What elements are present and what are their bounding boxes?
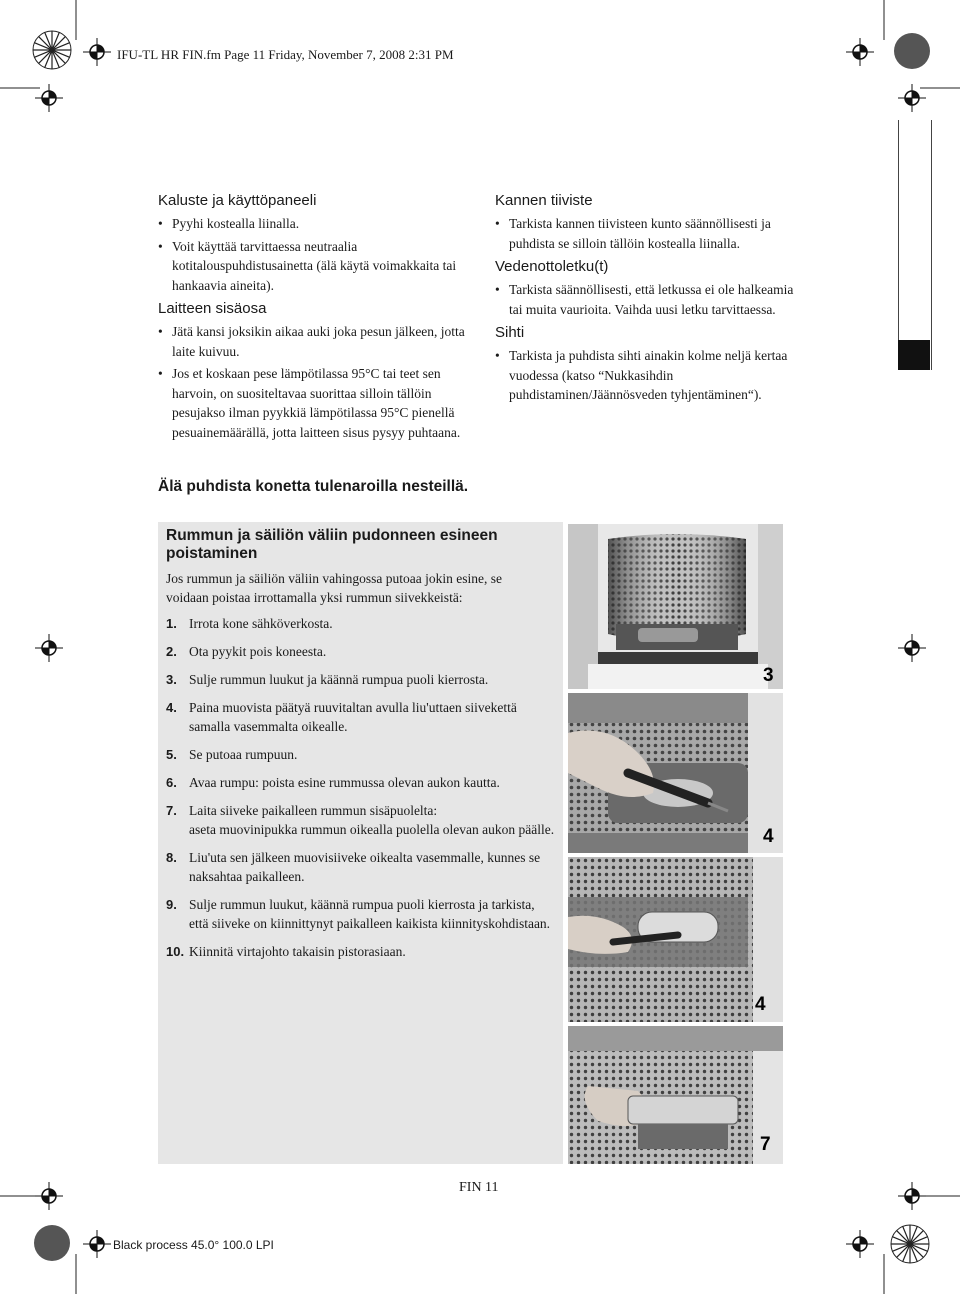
step-number: 6. bbox=[166, 775, 177, 790]
warning-text: Älä puhdista konetta tulenaroilla nesteillä. bbox=[158, 478, 469, 495]
registration-target-icon bbox=[83, 38, 111, 66]
print-header: IFU-TL HR FIN.fm Page 11 Friday, November 7, 2008 2:31 PM bbox=[117, 47, 454, 62]
photo-placing-paddle bbox=[568, 1026, 783, 1164]
photo-screwdriver bbox=[568, 693, 783, 853]
bullet-list bbox=[158, 214, 473, 295]
right-column bbox=[495, 190, 810, 408]
step-item bbox=[166, 698, 556, 736]
bullet-item: • Voit käyttää tarvittaessa neutraalia kotitalouspuhdistusainetta (älä käytä voimakkaita tai hankaavia aineita). bbox=[158, 237, 473, 296]
step-number: 9. bbox=[166, 897, 177, 912]
step-text: Kiinnitä virtajohto takaisin pistorasiaan. bbox=[189, 944, 406, 959]
registration-target-icon bbox=[35, 1182, 63, 1210]
step-number: 4. bbox=[166, 700, 177, 715]
step-text: Ota pyykit pois koneesta. bbox=[189, 644, 327, 659]
screwdriver-illustration bbox=[568, 693, 783, 853]
bullet-list bbox=[495, 214, 810, 253]
box-intro: Jos rummun ja säiliön väliin vahingossa putoaa jokin esine, se voidaan poistaa irrottamalla yksi rummun siivekkeistä: bbox=[166, 571, 502, 605]
step-item bbox=[166, 942, 556, 961]
registration-target-icon bbox=[83, 1230, 111, 1258]
step-number: 3. bbox=[166, 672, 177, 687]
drum-opening-illustration bbox=[568, 524, 783, 689]
step-text: Irrota kone sähköverkosta. bbox=[189, 616, 333, 631]
registration-target-icon bbox=[846, 1230, 874, 1258]
edge-tab-outline bbox=[898, 120, 932, 370]
step-item bbox=[166, 614, 556, 633]
registration-target-icon bbox=[898, 84, 926, 112]
registration-target-icon bbox=[35, 84, 63, 112]
photo-label: 3 bbox=[763, 665, 774, 686]
step-item bbox=[166, 745, 556, 764]
page-number: FIN 11 bbox=[459, 1180, 499, 1195]
bullet-list bbox=[495, 280, 810, 319]
photo-drum-opening bbox=[568, 524, 783, 689]
box-title: Rummun ja säiliön väliin pudonneen esineen poistaminen bbox=[166, 527, 498, 562]
photo-label: 4 bbox=[763, 826, 774, 847]
step-item bbox=[166, 773, 556, 792]
step-number: 7. bbox=[166, 803, 177, 818]
step-text: Se putoaa rumpuun. bbox=[189, 747, 298, 762]
step-item bbox=[166, 642, 556, 661]
bullet-list bbox=[495, 346, 810, 405]
step-list bbox=[166, 614, 556, 970]
bullet-item: • Jätä kansi joksikin aikaa auki joka pesun jälkeen, jotta laite kuivuu. bbox=[158, 322, 473, 361]
step-item bbox=[166, 895, 556, 933]
step-number: 1. bbox=[166, 616, 177, 631]
edge-tab-marker bbox=[898, 340, 930, 370]
bullet-item: • Jos et koskaan pese lämpötilassa 95°C tai teet sen harvoin, on suositeltavaa suorittaa silloin tällöin pesujakso ilman pyykkiä lämpötilassa 95°C pienellä pesuainemäärällä, jotta laitteen sisus pysyy puhtaana. bbox=[158, 364, 473, 442]
photo-sliding-paddle bbox=[568, 857, 783, 1022]
step-text: Liu'uta sen jälkeen muovisiiveke oikealta vasemmalle, kunnes se naksahtaa paikalleen. bbox=[189, 850, 541, 884]
section-heading: Laitteen sisäosa bbox=[158, 300, 267, 317]
registration-target-icon bbox=[35, 634, 63, 662]
registration-target-icon bbox=[898, 1182, 926, 1210]
print-footer: Black process 45.0° 100.0 LPI bbox=[113, 1238, 274, 1252]
sunburst-mark-top-left bbox=[32, 30, 72, 70]
step-number: 2. bbox=[166, 644, 177, 659]
solid-circle-mark-top-right bbox=[893, 32, 931, 70]
step-text: Sulje rummun luukut, käännä rumpua puoli kierrosta ja tarkista, että siiveke on kiinnittynyt paikalleen kaikista kiinnityskohdistaan. bbox=[189, 897, 551, 931]
step-text: Avaa rumpu: poista esine rummussa olevan aukon kautta. bbox=[189, 775, 500, 790]
section-heading: Sihti bbox=[495, 324, 525, 341]
step-text: Paina muovista päätyä ruuvitaltan avulla liu'uttaen siivekettä samalla vasemmalta oikealle. bbox=[189, 700, 517, 734]
section-heading: Kaluste ja käyttöpaneeli bbox=[158, 192, 317, 209]
section-heading: Kannen tiiviste bbox=[495, 192, 593, 209]
solid-circle-mark-bottom-left bbox=[33, 1224, 71, 1262]
registration-target-icon bbox=[898, 634, 926, 662]
bullet-item: • Tarkista ja puhdista sihti ainakin kolme neljä kertaa vuodessa (katso “Nukkasihdin puhdistaminen/Jäännösveden tyhjentäminen“). bbox=[495, 346, 810, 405]
left-column bbox=[158, 190, 473, 445]
photo-label: 7 bbox=[760, 1134, 771, 1155]
step-item bbox=[166, 801, 556, 839]
paddle-illustration bbox=[568, 857, 783, 1022]
section-heading: Vedenottoletku(t) bbox=[495, 258, 609, 275]
step-item bbox=[166, 848, 556, 886]
step-text: Sulje rummun luukut ja käännä rumpua puoli kierrosta. bbox=[189, 672, 489, 687]
step-number: 5. bbox=[166, 747, 177, 762]
placing-paddle-illustration bbox=[568, 1026, 783, 1164]
photo-label: 4 bbox=[755, 994, 766, 1015]
step-number: 8. bbox=[166, 850, 177, 865]
step-text: Laita siiveke paikalleen rummun sisäpuolelta: aseta muovinipukka rummun oikealla puolella olevan aukon päälle. bbox=[189, 803, 555, 837]
step-item bbox=[166, 670, 556, 689]
step-number: 10. bbox=[166, 944, 185, 959]
bullet-item: • Tarkista kannen tiivisteen kunto säännöllisesti ja puhdista se silloin tällöin kostealla liinalla. bbox=[495, 214, 810, 253]
bullet-list bbox=[158, 322, 473, 442]
sunburst-mark-bottom-right bbox=[890, 1224, 930, 1264]
bullet-item: • Pyyhi kostealla liinalla. bbox=[158, 214, 473, 234]
registration-target-icon bbox=[846, 38, 874, 66]
bullet-item: • Tarkista säännöllisesti, että letkussa ei ole halkeamia tai muita vaurioita. Vaihda uusi letku tarvittaessa. bbox=[495, 280, 810, 319]
